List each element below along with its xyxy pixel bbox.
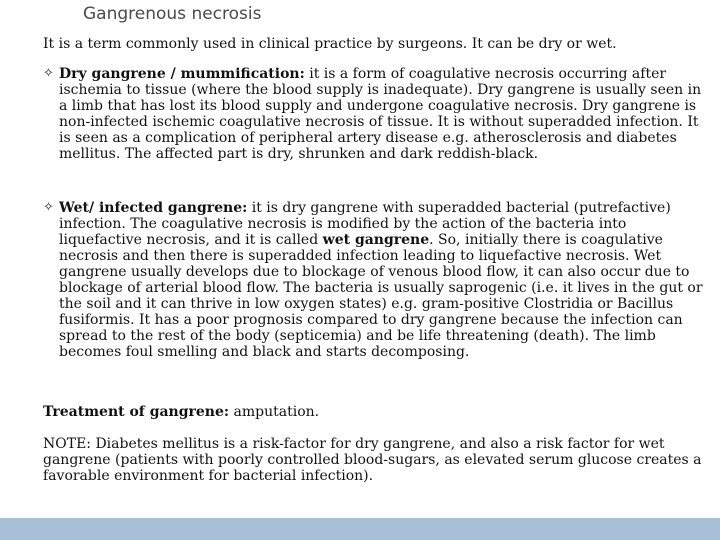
treatment-text: amputation. — [229, 404, 320, 420]
dry-gangrene-text — [59, 66, 708, 162]
wet-gangrene-item — [43, 200, 708, 360]
wet-gangrene-description-2: . So, initially there is coagulative necrosis and then there is superadded infection leading to liquefactive necrosis. Wet gangrene usually develops due to blockage of venous blood flow, it can also occur due to blockage of arterial blood flow. The bacteria is usually saprogenic (i.e. it lives in the gut or the soil and it can thrive in low oxygen states) e.g. gram-positive Clostridia or Bacillus fusiformis. It has a poor prognosis compared to dry gangrene because the infection can spread to the rest of the body (septicemia) and be life threatening (death). The limb becomes foul smelling and black and starts decomposing. — [59, 232, 703, 360]
note-text: NOTE: Diabetes mellitus is a risk-factor for dry gangrene, and also a risk factor for wet gangrene (patients with poorly controlled blood-sugars, as elevated serum glucose creates a favorable environment for bacterial infection). — [43, 436, 702, 484]
diamond-bullet-icon: ✧ — [43, 200, 54, 215]
wet-gangrene-emphasis: wet gangrene — [322, 232, 430, 248]
dry-gangrene-item — [43, 66, 708, 162]
treatment-line — [43, 404, 708, 420]
wet-gangrene-description-1: it is dry gangrene with superadded bacterial (putrefactive) infection. The coagulative necrosis is modified by the action of the bacteria into liquefactive necrosis, and it is called — [59, 200, 671, 248]
wet-gangrene-term: Wet/ infected gangrene: — [59, 200, 248, 216]
diamond-bullet-icon: ✧ — [43, 66, 54, 81]
treatment-label: Treatment of gangrene: — [43, 404, 230, 420]
footer-bar — [0, 518, 720, 540]
page-title: Gangrenous necrosis — [83, 4, 262, 24]
wet-gangrene-text — [59, 200, 708, 360]
intro-text: It is a term commonly used in clinical practice by surgeons. It can be dry or wet. — [43, 36, 617, 52]
dry-gangrene-term: Dry gangrene / mummification: — [59, 66, 305, 82]
dry-gangrene-description: it is a form of coagulative necrosis occurring after ischemia to tissue (where the blood supply is inadequate). Dry gangrene is usually seen in a limb that has lost its blood supply and undergone coagulative necrosis. Dry gangrene is non-infected ischemic coagulative necrosis of tissue. It is without superadded infection. It is seen as a complication of peripheral artery disease e.g. atherosclerosis and diabetes mellitus. The affected part is dry, shrunken and dark reddish-black. — [59, 66, 702, 162]
